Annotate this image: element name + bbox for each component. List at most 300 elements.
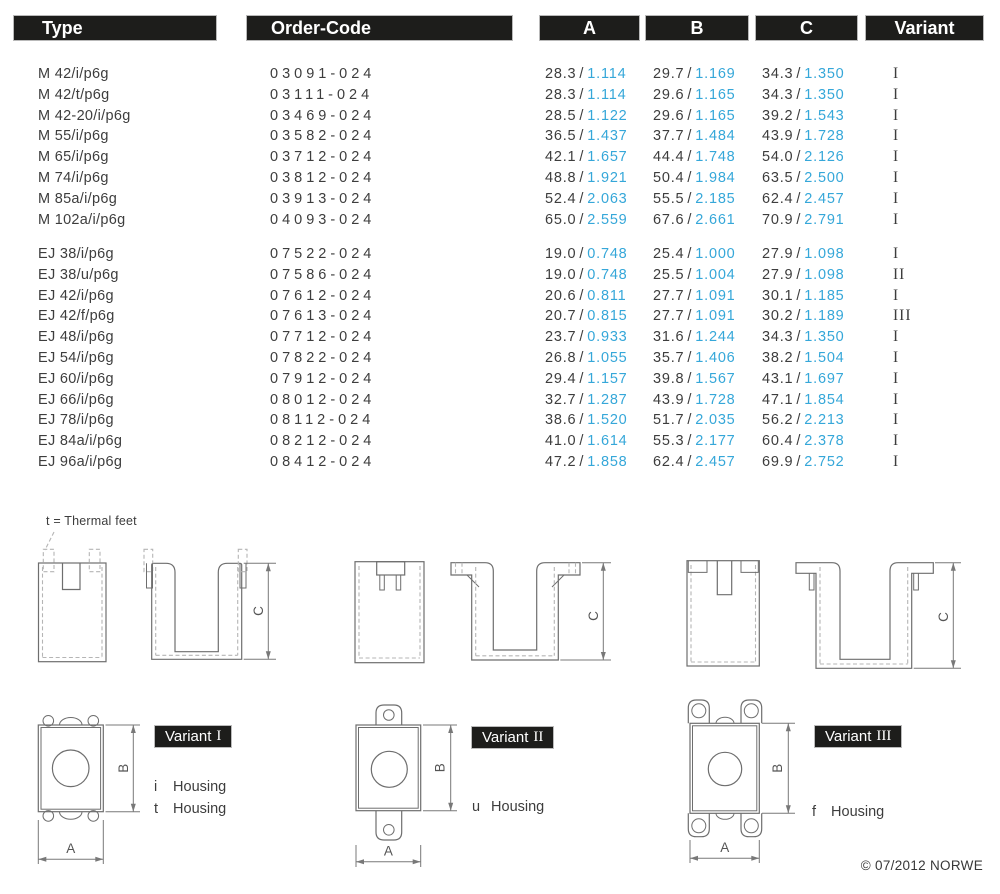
thermal-feet-leader-line <box>45 532 54 550</box>
dimension-c-cell <box>762 265 845 286</box>
unit-separator: / <box>796 266 802 283</box>
dimension-inch-value: 2.559 <box>587 211 628 228</box>
mounting-hole <box>384 825 395 836</box>
dimension-inch-value: 1.114 <box>587 86 627 103</box>
dimension-c-cell <box>762 64 845 85</box>
dimension-mm-value: 47.1 <box>762 391 794 408</box>
table-row <box>0 452 1000 473</box>
dimension-inch-value: 0.933 <box>587 329 628 346</box>
unit-separator: / <box>687 128 693 145</box>
unit-separator: / <box>579 190 585 207</box>
dimension-inch-value: 1.122 <box>587 107 628 124</box>
dimension-c-cell <box>762 85 845 106</box>
dimension-mm-value: 19.0 <box>545 266 577 283</box>
unit-separator: / <box>687 433 693 450</box>
dimension-mm-value: 37.7 <box>653 128 685 145</box>
table-row <box>0 210 1000 231</box>
dimension-inch-value: 1.543 <box>804 107 845 124</box>
column-header-a <box>539 15 640 41</box>
dimension-a-cell <box>545 348 628 369</box>
order-code-cell: 04093-024 <box>270 211 376 228</box>
table-row <box>0 348 1000 369</box>
order-code-cell: 07712-024 <box>270 329 376 346</box>
order-code-cell: 03091-024 <box>270 66 376 82</box>
type-cell: EJ 38/u/p6g <box>38 266 119 283</box>
variant-cell: I <box>893 286 900 304</box>
unit-separator: / <box>796 349 802 366</box>
table-row <box>0 189 1000 210</box>
mounting-hole <box>744 819 758 833</box>
dimension-inch-value: 1.287 <box>587 391 628 408</box>
variant-cell: II <box>893 265 906 283</box>
dimension-mm-value: 32.7 <box>545 391 577 408</box>
unit-separator: / <box>796 412 802 429</box>
dim-c-label: C <box>586 611 601 621</box>
column-header-a-label: A <box>583 17 596 38</box>
dimension-a-cell <box>545 327 628 348</box>
table-row <box>0 327 1000 348</box>
unit-separator: / <box>687 287 693 304</box>
dimension-b-cell <box>653 106 736 127</box>
dimension-a-cell <box>545 168 628 189</box>
order-code-cell: 07912-024 <box>270 370 376 387</box>
dim-c-label: C <box>936 612 951 622</box>
unit-separator: / <box>579 391 585 408</box>
dimension-a-cell <box>545 410 628 431</box>
type-cell: M 74/i/p6g <box>38 169 109 186</box>
unit-separator: / <box>687 308 693 325</box>
variant-1-numeral: I <box>216 728 222 744</box>
housing-name: Housing <box>173 779 227 795</box>
dimension-mm-value: 43.9 <box>762 128 794 145</box>
dimension-mm-value: 19.0 <box>545 246 577 262</box>
dimension-b-cell <box>653 244 736 265</box>
order-code-cell: 07612-024 <box>270 287 376 304</box>
dimension-a-cell <box>545 85 626 106</box>
type-cell: M 102a/i/p6g <box>38 211 126 228</box>
f-housing-side-view <box>796 563 961 669</box>
dimension-mm-value: 29.4 <box>545 370 577 387</box>
unit-separator: / <box>687 349 693 366</box>
variant-cell: I <box>893 148 900 166</box>
dimension-mm-value: 28.3 <box>545 86 577 103</box>
dimension-inch-value: 1.055 <box>587 349 628 366</box>
dimension-b-cell <box>653 126 736 147</box>
dimension-mm-value: 34.3 <box>762 86 794 103</box>
dimension-inch-value: 1.098 <box>804 246 845 262</box>
unit-separator: / <box>796 86 802 103</box>
column-header-c <box>755 15 858 41</box>
dimension-c-cell <box>762 369 845 390</box>
type-cell: EJ 48/i/p6g <box>38 329 114 346</box>
unit-separator: / <box>579 349 585 366</box>
unit-separator: / <box>579 287 585 304</box>
unit-separator: / <box>796 149 802 166</box>
dimension-b-cell <box>653 410 736 431</box>
housing-key: t <box>154 801 159 817</box>
unit-separator: / <box>579 329 585 346</box>
order-code-cell: 08412-024 <box>270 453 376 470</box>
table-row <box>0 410 1000 431</box>
order-code-cell: 07613-024 <box>270 308 376 325</box>
dimension-c-cell <box>762 327 845 348</box>
variant-1-word: Variant <box>165 728 212 745</box>
coil-opening <box>371 751 407 787</box>
m-housing-front-view <box>39 549 107 661</box>
order-code-cell: 03913-024 <box>270 190 376 207</box>
u-housing-front-view <box>355 562 424 663</box>
dimension-a-cell <box>545 306 628 327</box>
type-cell: M 65/i/p6g <box>38 149 109 166</box>
dimension-inch-value: 1.189 <box>804 308 845 325</box>
dimension-inch-value: 1.098 <box>804 266 845 283</box>
dimension-a <box>690 840 759 863</box>
m-housing-side-view <box>144 549 276 659</box>
coil-opening <box>52 750 89 787</box>
dimension-mm-value: 27.7 <box>653 308 685 325</box>
dimension-b-cell <box>653 452 736 473</box>
dimension-mm-value: 36.5 <box>545 128 577 145</box>
dimension-inch-value: 2.661 <box>695 211 736 228</box>
type-cell: EJ 54/i/p6g <box>38 349 114 366</box>
thermal-foot-dashed <box>43 549 54 571</box>
copyright-notice: © 07/2012 NORWE <box>860 858 983 873</box>
dimension-a-cell <box>545 106 628 127</box>
dimension-inch-value: 2.500 <box>804 169 845 186</box>
unit-separator: / <box>687 86 693 103</box>
housing-legend-f <box>812 804 884 820</box>
dimension-inch-value: 2.035 <box>695 412 736 429</box>
dimension-inch-value: 1.854 <box>804 391 845 408</box>
dim-c-label: C <box>251 606 266 616</box>
table-row <box>0 431 1000 452</box>
dimension-mm-value: 26.8 <box>545 349 577 366</box>
column-header-b-label: B <box>690 17 704 38</box>
thermal-feet-note: t = Thermal feet <box>46 514 137 528</box>
dimension-mm-value: 50.4 <box>653 169 685 186</box>
dimension-c-cell <box>762 244 845 265</box>
dimension-inch-value: 1.657 <box>587 149 628 166</box>
dimension-inch-value: 2.126 <box>804 149 845 166</box>
column-header-variant <box>865 15 984 41</box>
dimension-inch-value: 2.457 <box>804 190 845 207</box>
dimension-inch-value: 1.728 <box>804 128 845 145</box>
dimension-inch-value: 1.114 <box>587 66 627 82</box>
dimension-c-cell <box>762 348 845 369</box>
type-cell: M 42/i/p6g <box>38 66 109 82</box>
order-code-cell: 07522-024 <box>270 246 376 262</box>
dimension-mm-value: 29.6 <box>653 86 685 103</box>
unit-separator: / <box>687 149 693 166</box>
dimension-c-cell <box>762 306 845 327</box>
table-row <box>0 306 1000 327</box>
dim-a-label: A <box>66 841 76 856</box>
dimension-inch-value: 1.004 <box>695 266 736 283</box>
dimension-b <box>423 725 457 811</box>
order-code-cell: 08112-024 <box>270 412 375 429</box>
dimension-inch-value: 1.091 <box>695 308 736 325</box>
table-row <box>0 147 1000 168</box>
dimension-inch-value: 1.728 <box>695 391 736 408</box>
housing-key: i <box>154 779 158 795</box>
housing-key: u <box>472 799 481 815</box>
unit-separator: / <box>579 433 585 450</box>
dimension-mm-value: 25.4 <box>653 246 685 262</box>
dimension-c-cell <box>762 106 845 127</box>
unit-separator: / <box>796 391 802 408</box>
dimension-mm-value: 31.6 <box>653 329 685 346</box>
dimension-mm-value: 51.7 <box>653 412 685 429</box>
dimension-inch-value: 1.697 <box>804 370 845 387</box>
dimension-inch-value: 2.752 <box>804 453 845 470</box>
dimension-mm-value: 29.7 <box>653 66 685 82</box>
dimension-mm-value: 56.2 <box>762 412 794 429</box>
dimension-inch-value: 1.000 <box>695 246 736 262</box>
column-header-order-code <box>246 15 513 41</box>
housing-name: Housing <box>491 799 545 815</box>
variant-cell: I <box>893 369 900 387</box>
dimension-b-cell <box>653 327 736 348</box>
dimension-c-cell <box>762 390 845 411</box>
dim-a-label: A <box>720 840 730 855</box>
dimension-a-cell <box>545 147 628 168</box>
unit-separator: / <box>796 107 802 124</box>
dimension-mm-value: 23.7 <box>545 329 577 346</box>
type-cell: EJ 38/i/p6g <box>38 246 114 262</box>
dimension-inch-value: 1.244 <box>695 329 736 346</box>
dimension-inch-value: 1.484 <box>695 128 736 145</box>
dimension-b-cell <box>653 85 736 106</box>
unit-separator: / <box>579 66 585 82</box>
dimension-inch-value: 1.921 <box>587 169 628 186</box>
unit-separator: / <box>579 308 585 325</box>
housing-name: Housing <box>173 801 227 817</box>
dimension-inch-value: 1.858 <box>587 453 628 470</box>
dimension-c-cell <box>762 452 845 473</box>
unit-separator: / <box>687 66 693 82</box>
dimension-mm-value: 62.4 <box>762 190 794 207</box>
dimension-inch-value: 1.520 <box>587 412 628 429</box>
mounting-hole <box>384 710 395 721</box>
dimension-inch-value: 1.504 <box>804 349 845 366</box>
column-header-b <box>645 15 749 41</box>
dimension-b-cell <box>653 306 736 327</box>
unit-separator: / <box>796 66 802 82</box>
unit-separator: / <box>687 453 693 470</box>
dimension-c-cell <box>762 126 845 147</box>
dimension-b-cell <box>653 168 736 189</box>
dimension-c-cell <box>762 431 845 452</box>
column-header-variant-label: Variant <box>894 17 955 38</box>
variant-cell: I <box>893 127 900 145</box>
column-header-type-label: Type <box>42 17 83 38</box>
variant-1-bottom-view <box>38 716 140 865</box>
dimension-mm-value: 38.6 <box>545 412 577 429</box>
dimension-a-cell <box>545 452 628 473</box>
dimension-a-cell <box>545 244 628 265</box>
dimension-mm-value: 20.6 <box>545 287 577 304</box>
type-cell: EJ 84a/i/p6g <box>38 433 123 450</box>
variant-3-numeral: III <box>876 728 892 744</box>
unit-separator: / <box>579 211 585 228</box>
dimension-b <box>106 725 141 812</box>
table-row <box>0 126 1000 147</box>
dimension-inch-value: 1.091 <box>695 287 736 304</box>
dimension-mm-value: 63.5 <box>762 169 794 186</box>
type-cell: M 85a/i/p6g <box>38 190 118 207</box>
dim-b-label: B <box>116 763 131 773</box>
dimension-a <box>38 820 103 864</box>
dimension-a <box>356 844 421 868</box>
dim-b-label: B <box>770 763 785 773</box>
housing-legend-i <box>154 779 226 795</box>
dimension-c-cell <box>762 147 845 168</box>
dimension-mm-value: 43.9 <box>653 391 685 408</box>
unit-separator: / <box>579 128 585 145</box>
dimension-b-cell <box>653 147 736 168</box>
dimension-mm-value: 25.5 <box>653 266 685 283</box>
dimension-mm-value: 44.4 <box>653 149 685 166</box>
dimension-mm-value: 35.7 <box>653 349 685 366</box>
dimension-inch-value: 1.350 <box>804 329 845 346</box>
dimension-mm-value: 28.5 <box>545 107 577 124</box>
dimension-inch-value: 1.169 <box>695 66 736 82</box>
dimension-a-cell <box>545 64 626 85</box>
table-row <box>0 106 1000 127</box>
dimension-mm-value: 30.1 <box>762 287 794 304</box>
dimension-mm-value: 52.4 <box>545 190 577 207</box>
dimension-b-cell <box>653 286 736 307</box>
unit-separator: / <box>687 246 693 262</box>
dimension-mm-value: 27.9 <box>762 266 794 283</box>
order-code-cell: 03111-024 <box>270 86 374 103</box>
dimension-c-cell <box>762 189 845 210</box>
f-housing-front-view <box>687 561 759 666</box>
column-header-type <box>13 15 217 41</box>
order-code-cell: 03469-024 <box>270 107 376 124</box>
type-cell: EJ 66/i/p6g <box>38 391 114 408</box>
unit-separator: / <box>796 453 802 470</box>
variant-2-badge <box>471 726 554 749</box>
dimension-a-cell <box>545 286 626 307</box>
thermal-foot-dashed <box>89 549 100 571</box>
dimension-mm-value: 27.9 <box>762 246 794 262</box>
unit-separator: / <box>579 149 585 166</box>
dimension-inch-value: 1.406 <box>695 349 736 366</box>
table-group-1 <box>0 244 1000 473</box>
variant-2-bottom-view <box>356 705 457 867</box>
variant-3-badge <box>814 725 902 748</box>
dimension-mm-value: 69.9 <box>762 453 794 470</box>
dimension-inch-value: 1.567 <box>695 370 736 387</box>
unit-separator: / <box>687 107 693 124</box>
unit-separator: / <box>687 412 693 429</box>
dimension-mm-value: 39.8 <box>653 370 685 387</box>
dimension-c-cell <box>762 286 845 307</box>
dimension-mm-value: 67.6 <box>653 211 685 228</box>
dimension-a-cell <box>545 126 628 147</box>
dimension-b <box>762 723 795 813</box>
variant-cell: I <box>893 210 900 228</box>
unit-separator: / <box>796 246 802 262</box>
unit-separator: / <box>687 169 693 186</box>
variant-3-bottom-view <box>688 700 795 863</box>
dimension-a-cell <box>545 210 628 231</box>
unit-separator: / <box>796 211 802 228</box>
dimension-b-cell <box>653 189 736 210</box>
dimension-inch-value: 1.350 <box>804 86 845 103</box>
type-cell: EJ 96a/i/p6g <box>38 453 123 470</box>
dimension-c-cell <box>762 168 845 189</box>
dimension-b-cell <box>653 369 736 390</box>
unit-separator: / <box>687 266 693 283</box>
order-code-cell: 08212-024 <box>270 433 376 450</box>
type-cell: EJ 78/i/p6g <box>38 412 114 429</box>
dimension-mm-value: 60.4 <box>762 433 794 450</box>
table-row <box>0 286 1000 307</box>
dimension-b-cell <box>653 390 736 411</box>
dimension-mm-value: 55.3 <box>653 433 685 450</box>
dimension-mm-value: 41.0 <box>545 433 577 450</box>
unit-separator: / <box>579 453 585 470</box>
housing-key: f <box>812 804 817 820</box>
order-code-cell: 08012-024 <box>270 391 376 408</box>
dimension-mm-value: 38.2 <box>762 349 794 366</box>
dimension-c-cell <box>762 210 845 231</box>
type-cell: M 42-20/i/p6g <box>38 107 131 124</box>
housing-name: Housing <box>831 804 885 820</box>
unit-separator: / <box>579 86 585 103</box>
dimension-inch-value: 2.177 <box>695 433 736 450</box>
dimension-inch-value: 2.791 <box>804 211 845 228</box>
coil-opening <box>708 752 741 785</box>
dimension-inch-value: 1.185 <box>804 287 845 304</box>
dimension-inch-value: 2.063 <box>587 190 628 207</box>
table-row <box>0 265 1000 286</box>
table-row <box>0 369 1000 390</box>
housing-legend-t <box>154 801 226 817</box>
dimension-inch-value: 1.165 <box>695 86 736 103</box>
unit-separator: / <box>796 329 802 346</box>
variant-1-badge <box>154 725 232 748</box>
table-row <box>0 390 1000 411</box>
unit-separator: / <box>579 266 585 283</box>
table-row <box>0 64 1000 85</box>
technical-drawings <box>0 505 1000 894</box>
dimension-inch-value: 2.378 <box>804 433 845 450</box>
variant-2-word: Variant <box>482 729 529 746</box>
dimension-a-cell <box>545 265 628 286</box>
dimension-mm-value: 20.7 <box>545 308 577 325</box>
unit-separator: / <box>579 370 585 387</box>
dimension-mm-value: 70.9 <box>762 211 794 228</box>
dimension-inch-value: 0.748 <box>587 266 628 283</box>
dimension-b-cell <box>653 431 736 452</box>
dimension-b-cell <box>653 210 736 231</box>
table-row <box>0 168 1000 189</box>
table-group-0 <box>0 64 1000 230</box>
variant-cell: I <box>893 189 900 207</box>
order-code-cell: 07586-024 <box>270 266 376 283</box>
housing-legend-u <box>472 799 544 815</box>
variant-cell: I <box>893 452 900 470</box>
variant-2-numeral: II <box>533 729 544 745</box>
dimension-mm-value: 54.0 <box>762 149 794 166</box>
dimension-mm-value: 39.2 <box>762 107 794 124</box>
unit-separator: / <box>579 169 585 186</box>
unit-separator: / <box>796 370 802 387</box>
dimension-mm-value: 27.7 <box>653 287 685 304</box>
